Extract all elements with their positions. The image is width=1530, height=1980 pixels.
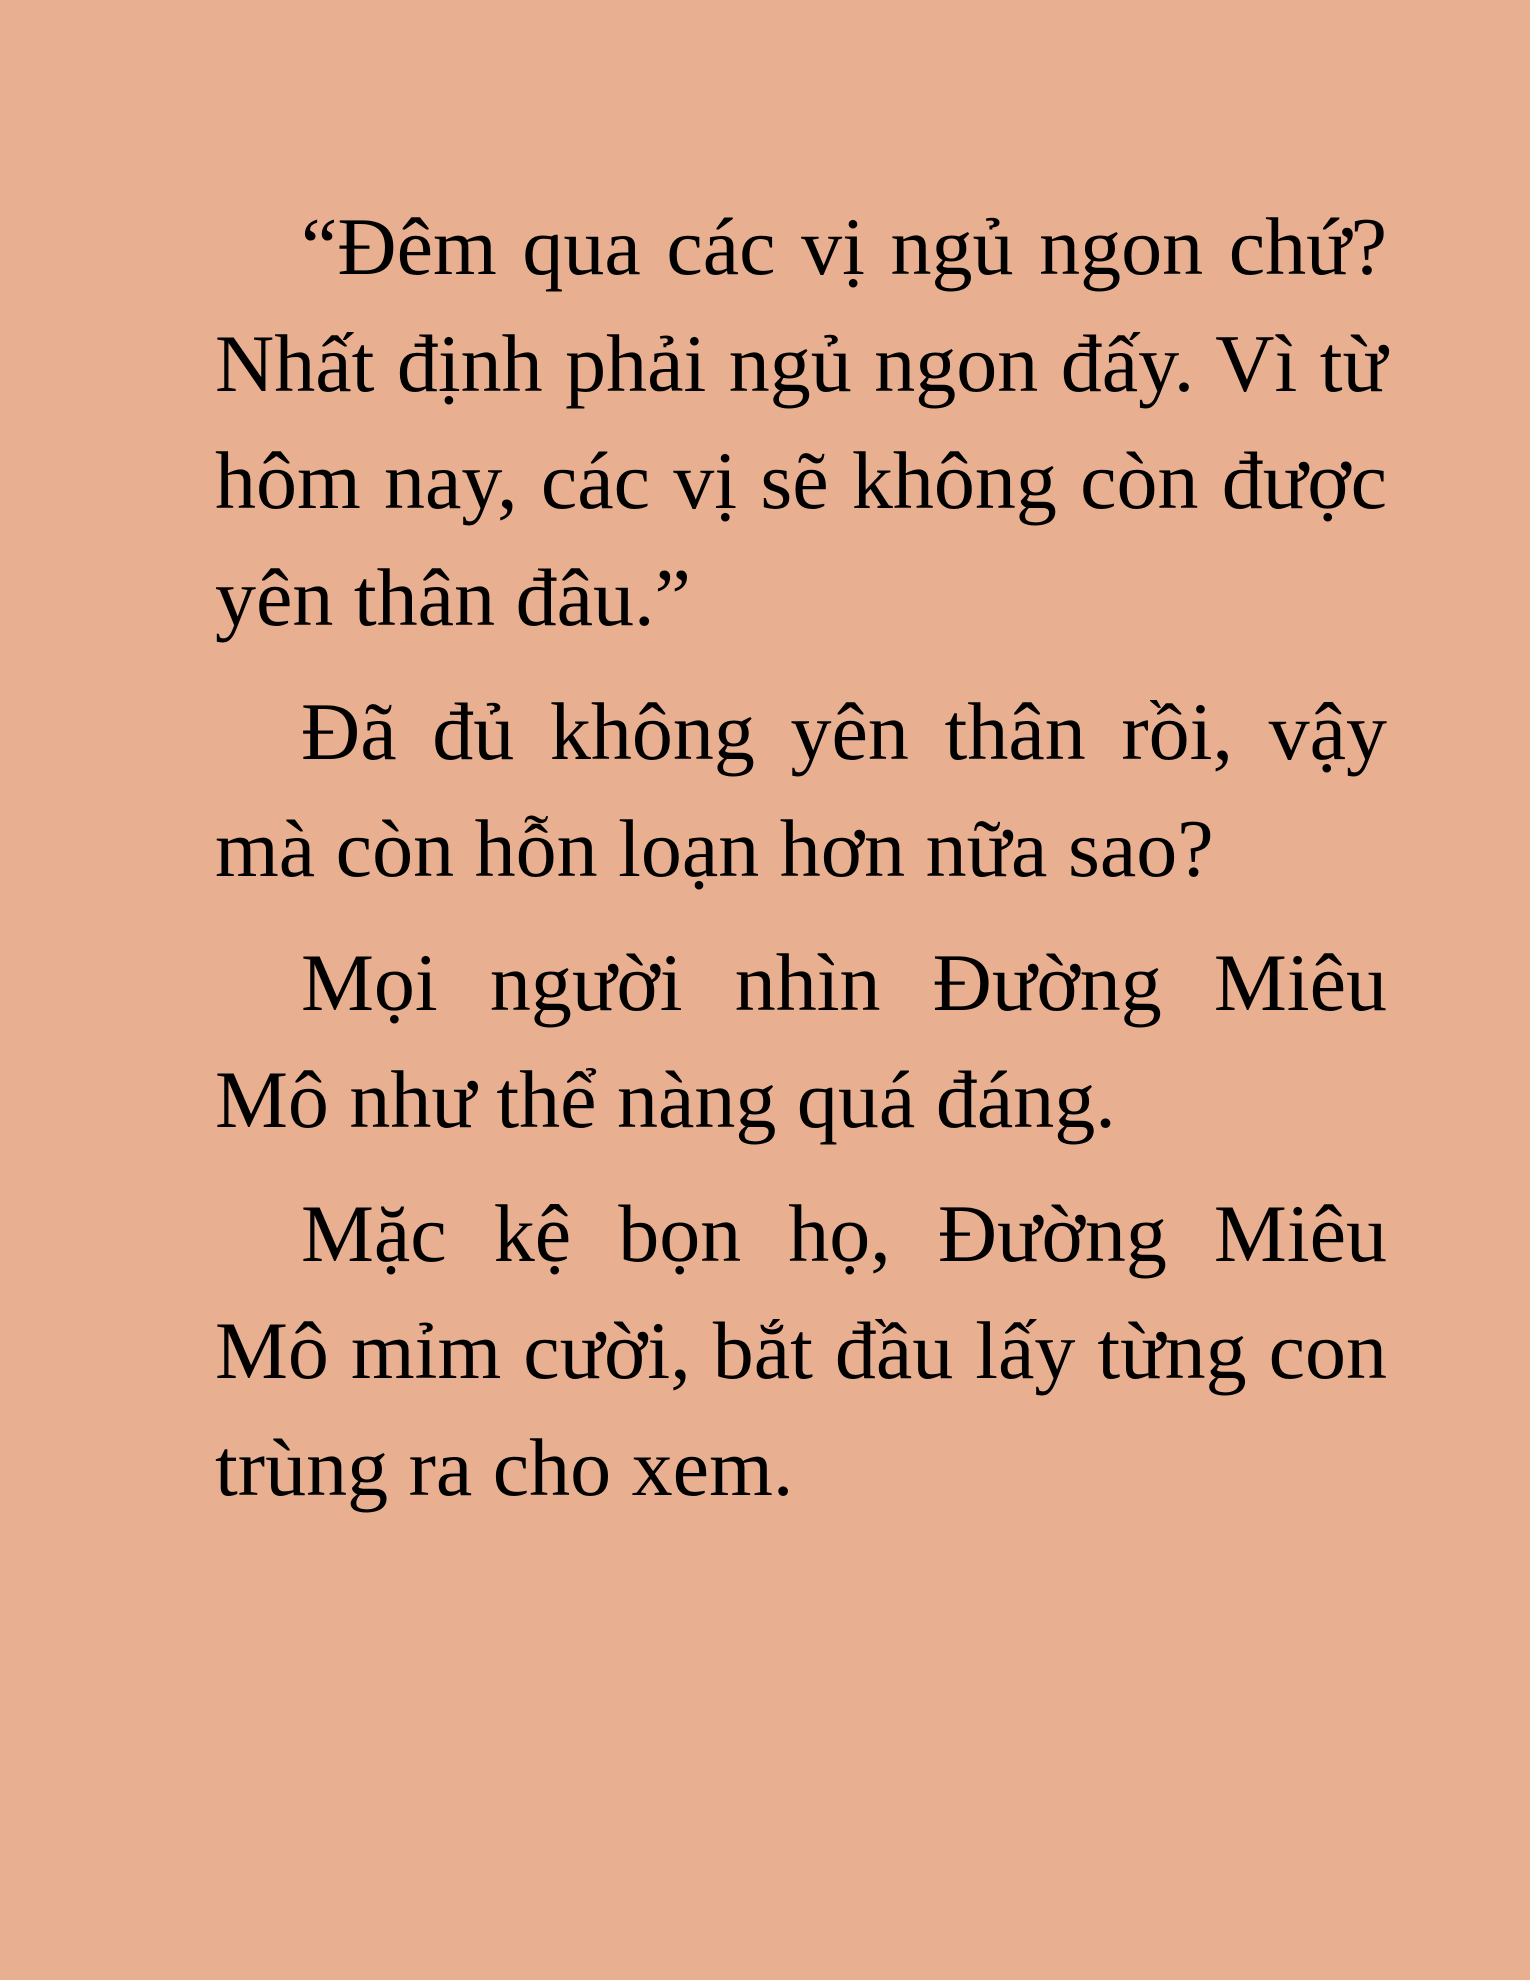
document-page	[215, 188, 1387, 1543]
paragraph-1: “Đêm qua các vị ngủ ngon chứ? Nhất định phải ngủ ngon đấy. Vì từ hôm nay, các vị sẽ không còn được yên thân đâu.”	[215, 201, 1387, 643]
paragraph-3: Mọi người nhìn Đường Miêu Mô như thể nàng quá đáng.	[215, 937, 1387, 1145]
paragraph-2: Đã đủ không yên thân rồi, vậy mà còn hỗn loạn hơn nữa sao?	[215, 686, 1387, 894]
paragraph-4: Mặc kệ bọn họ, Đường Miêu Mô mỉm cười, bắt đầu lấy từng con trùng ra cho xem.	[215, 1188, 1387, 1513]
